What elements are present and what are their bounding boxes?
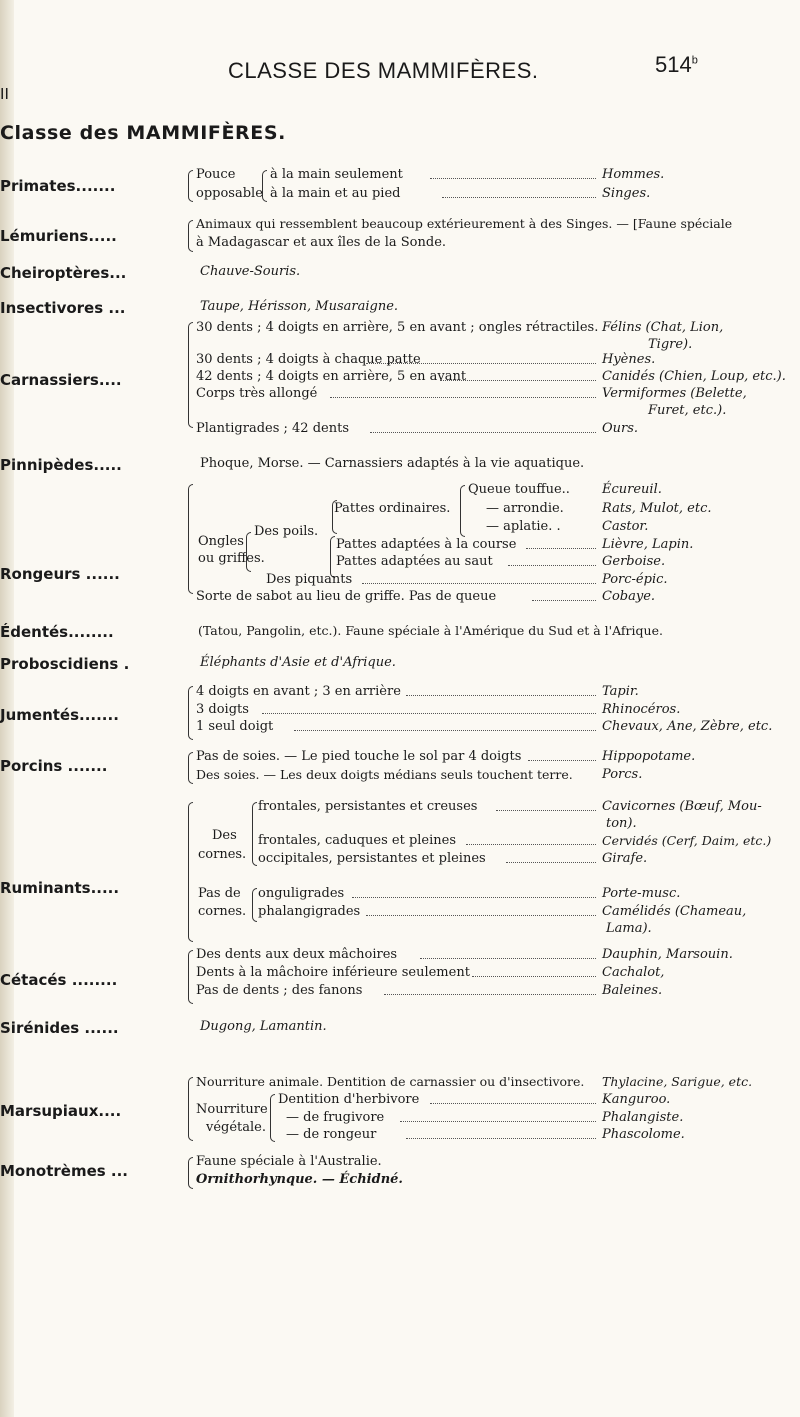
- page-number-main: 514: [655, 52, 692, 77]
- ruminants-result2: Cervidés (Cerf, Daim, etc.): [602, 833, 772, 848]
- cetaces-result2: Cachalot,: [602, 965, 665, 980]
- order-pinnipedes: Pinnipèdes.....: [0, 456, 122, 474]
- edentes-line1: (Tatou, Pangolin, etc.). Faune spéciale à l'Amérique du Sud et à l'Afrique.: [198, 623, 663, 638]
- rongeurs-result1: Écureuil.: [602, 482, 662, 497]
- proboscidiens-line1: Éléphants d'Asie et d'Afrique.: [200, 655, 396, 670]
- lemuriens-line1: Animaux qui ressemblent beaucoup extérieurement à des Singes. — [Faune spéciale: [196, 216, 733, 231]
- rongeurs-course: Pattes adaptées à la course: [336, 537, 517, 552]
- primates-result2: Singes.: [602, 186, 651, 201]
- lemuriens-line2: à Madagascar et aux îles de la Sonde.: [196, 235, 447, 250]
- corner-mark: II: [0, 86, 9, 103]
- order-jumentes: Jumentés.......: [0, 706, 119, 724]
- marsupiaux-line4: — de rongeur: [286, 1127, 377, 1142]
- marsupiaux-result2: Kanguroo.: [602, 1092, 671, 1107]
- ruminants-line1: frontales, persistantes et creuses: [258, 799, 478, 814]
- rongeurs-piquants: Des piquants: [266, 572, 353, 587]
- ruminants-line3: occipitales, persistantes et pleines: [258, 851, 486, 866]
- section-title: Classe des MAMMIFÈRES.: [0, 122, 286, 144]
- ruminants-line2: frontales, caduques et pleines: [258, 833, 457, 848]
- cetaces-result1: Dauphin, Marsouin.: [602, 947, 733, 962]
- carnassiers-line3: 42 dents ; 4 doigts en arrière, 5 en avant: [196, 369, 467, 384]
- primates-result1: Hommes.: [602, 167, 665, 182]
- order-carnassiers: Carnassiers....: [0, 371, 122, 389]
- rongeurs-pattes-ordinaires: Pattes ordinaires.: [334, 501, 451, 516]
- marsupiaux-line2: Dentition d'herbivore: [278, 1092, 420, 1107]
- rongeurs-sabot: Sorte de sabot au lieu de griffe. Pas de queue: [196, 589, 497, 604]
- cetaces-line3: Pas de dents ; des fanons: [196, 983, 363, 998]
- carnassiers-result1: Félins (Chat, Lion,: [602, 320, 724, 335]
- rongeurs-aplatie: — aplatie. .: [486, 519, 561, 534]
- rongeurs-result5: Gerboise.: [602, 554, 666, 569]
- cetaces-result3: Baleines.: [602, 983, 663, 998]
- order-insectivores: Insectivores ...: [0, 299, 126, 317]
- order-porcins: Porcins .......: [0, 757, 108, 775]
- insectivores-line1: Taupe, Hérisson, Musaraigne.: [200, 299, 399, 314]
- page-number: [655, 52, 698, 78]
- rongeurs-result6: Porc-épic.: [602, 572, 668, 587]
- carnassiers-result2: Hyènes.: [602, 352, 656, 367]
- porcins-result1: Hippopotame.: [602, 749, 696, 764]
- primates-line2: à la main et au pied: [270, 186, 401, 201]
- order-cheiropteres: Cheiroptères...: [0, 264, 127, 282]
- carnassiers-line5: Plantigrades ; 42 dents: [196, 421, 349, 436]
- cetaces-line1: Des dents aux deux mâchoires: [196, 947, 398, 962]
- jumentes-line2: 3 doigts: [196, 702, 249, 717]
- order-marsupiaux: Marsupiaux....: [0, 1102, 122, 1120]
- ruminants-result1: Cavicornes (Bœuf, Mou-: [602, 799, 762, 814]
- pinnipedes-line1: [200, 456, 584, 471]
- ruminants-des: Des: [212, 828, 237, 843]
- rongeurs-ou-griffes: ou griffes.: [198, 551, 265, 566]
- rongeurs-ongles: Ongles: [198, 534, 244, 549]
- rongeurs-result3: Castor.: [602, 519, 649, 534]
- running-header: CLASSE DES MAMMIFÈRES.: [228, 58, 539, 83]
- ruminants-result3: Girafe.: [602, 851, 648, 866]
- ruminants-pas-de: Pas de: [198, 886, 241, 901]
- ruminants-result5: Camélidés (Chameau,: [602, 904, 747, 919]
- ruminants-line5: phalangigrades: [258, 904, 361, 919]
- order-proboscidiens: Proboscidiens .: [0, 655, 130, 673]
- ruminants-result5b: Lama).: [606, 921, 652, 936]
- primates-opposable: opposable: [196, 186, 263, 201]
- carnassiers-result4: Vermiformes (Belette,: [602, 386, 747, 401]
- jumentes-result1: Tapir.: [602, 684, 639, 699]
- page-number-sup: b: [691, 54, 698, 67]
- jumentes-result2: Rhinocéros.: [602, 702, 681, 717]
- marsupiaux-result4: Phascolome.: [602, 1127, 685, 1142]
- primates-pouce: Pouce: [196, 167, 236, 182]
- order-sirenides: Sirénides ......: [0, 1019, 119, 1037]
- porcins-line2: Des soies. — Les deux doigts médians seuls touchent terre.: [196, 767, 573, 782]
- marsupiaux-nourriture: Nourriture: [196, 1102, 268, 1117]
- rongeurs-arrondie: — arrondie.: [486, 501, 564, 516]
- order-primates: Primates.......: [0, 177, 116, 195]
- marsupiaux-result1: Thylacine, Sarigue, etc.: [602, 1074, 753, 1089]
- order-edentes: Édentés........: [0, 623, 114, 641]
- marsupiaux-line1: Nourriture animale. Dentition de carnassier ou d'insectivore.: [196, 1074, 585, 1089]
- ruminants-cornes: cornes.: [198, 847, 247, 862]
- primates-line1: à la main seulement: [270, 167, 403, 182]
- order-rongeurs: Rongeurs ......: [0, 565, 120, 583]
- ruminants-cornes2: cornes.: [198, 904, 247, 919]
- rongeurs-result4: Lièvre, Lapin.: [602, 537, 694, 552]
- carnassiers-line1: 30 dents ; 4 doigts en arrière, 5 en avant ; ongles rétractiles.: [196, 320, 599, 335]
- porcins-result2: Porcs.: [602, 767, 643, 782]
- order-cetaces: Cétacés ........: [0, 971, 118, 989]
- ruminants-result1b: ton).: [606, 816, 637, 831]
- marsupiaux-vegetale: végétale.: [206, 1120, 267, 1135]
- order-ruminants: Ruminants.....: [0, 879, 120, 897]
- rongeurs-result7: Cobaye.: [602, 589, 656, 604]
- order-lemuriens: Lémuriens.....: [0, 227, 117, 245]
- ruminants-line4: onguligrades: [258, 886, 345, 901]
- rongeurs-des-poils: Des poils.: [254, 524, 319, 539]
- sirenides-line1: Dugong, Lamantin.: [200, 1019, 327, 1034]
- rongeurs-result2: Rats, Mulot, etc.: [602, 501, 712, 516]
- pinnipedes-text: Phoque, Morse. — Carnassiers adaptés à la vie aquatique.: [200, 456, 585, 471]
- carnassiers-line2: 30 dents ; 4 doigts à chaque patte: [196, 352, 421, 367]
- jumentes-result3: Chevaux, Ane, Zèbre, etc.: [602, 719, 773, 734]
- carnassiers-line4: Corps très allongé: [196, 386, 318, 401]
- cetaces-line2: Dents à la mâchoire inférieure seulement: [196, 965, 470, 980]
- ruminants-result4: Porte-musc.: [602, 886, 681, 901]
- carnassiers-result1b: Tigre).: [648, 337, 693, 352]
- monotremes-line1: Faune spéciale à l'Australie.: [196, 1154, 382, 1169]
- marsupiaux-result3: Phalangiste.: [602, 1110, 684, 1125]
- rongeurs-queue: Queue touffue..: [468, 482, 570, 497]
- jumentes-line1: 4 doigts en avant ; 3 en arrière: [196, 684, 401, 699]
- porcins-line1: Pas de soies. — Le pied touche le sol par 4 doigts: [196, 749, 522, 764]
- carnassiers-result3: Canidés (Chien, Loup, etc.).: [602, 369, 786, 384]
- cheiropteres-line1: Chauve-Souris.: [200, 264, 301, 279]
- carnassiers-result5: Ours.: [602, 421, 639, 436]
- monotremes-line2: Ornithorhynque. — Échidné.: [196, 1172, 403, 1187]
- carnassiers-result4b: Furet, etc.).: [648, 403, 727, 418]
- marsupiaux-line3: — de frugivore: [286, 1110, 385, 1125]
- rongeurs-saut: Pattes adaptées au saut: [336, 554, 493, 569]
- order-monotremes: Monotrèmes ...: [0, 1162, 129, 1180]
- jumentes-line3: 1 seul doigt: [196, 719, 274, 734]
